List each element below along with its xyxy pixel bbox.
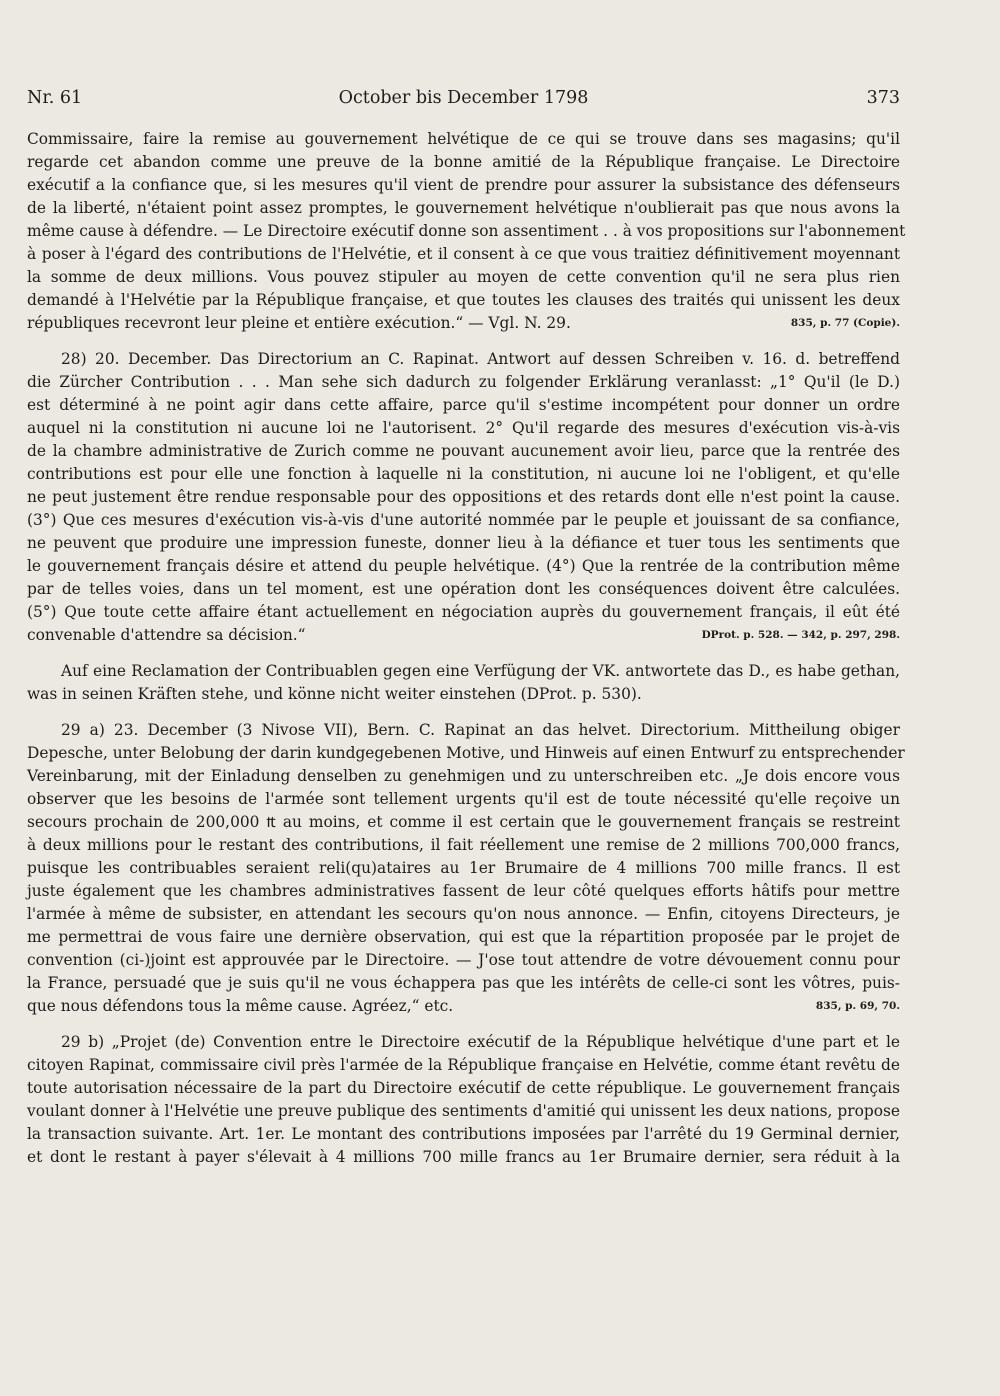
text-line: de la chambre administrative de Zurich comme ne pouvant aucunement avoir lieu, parce que la rentrée des (27, 442, 900, 460)
text-line: par de telles voies, dans un tel moment, est une opération dont les conséquences doivent être calculées. (27, 580, 900, 598)
text-line-content: républiques recevront leur pleine et entière exécution.“ — Vgl. N. 29. (27, 314, 571, 332)
text-line: exécutif a la confiance que, si les mesures qu'il vient de prendre pour assurer la subsistance des défenseurs (27, 176, 900, 194)
text-line: die Zürcher Contribution . . . Man sehe sich dadurch zu folgender Erklärung veranlasst: „1° Qu'il (le D.) (27, 373, 900, 391)
text-line: 29 a) 23. December (3 Nivose VII), Bern. C. Rapinat an das helvet. Directorium. Mittheilung obiger (61, 721, 900, 739)
text-line: (3°) Que ces mesures d'exécution vis-à-vis d'une autorité nommée par le peuple et jouissant de sa confiance, (27, 511, 900, 529)
text-line (27, 995, 900, 1018)
text-line: regarde cet abandon comme une preuve de la bonne amitié de la République française. Le Directoire (27, 153, 900, 171)
text-line: même cause à défendre. — Le Directoire exécutif donne son assentiment . . à vos propositions sur l'abonnement (27, 222, 906, 240)
document-number: Nr. 61 (27, 88, 83, 108)
text-line: Depesche, unter Belobung der darin kundgegebenen Motive, und Hinweis auf einen Entwurf zu entsprechender (27, 744, 905, 762)
source-reference: DProt. p. 528. — 342, p. 297, 298. (701, 629, 900, 641)
running-header (27, 88, 900, 112)
text-line-content: convenable d'attendre sa décision.“ (27, 626, 306, 644)
page-heading: October bis December 1798 (338, 88, 589, 108)
text-line-content: que nous défendons tous la même cause. Agréez,“ etc. (27, 997, 454, 1015)
text-line: de la liberté, n'étaient point assez promptes, le gouvernement helvétique n'oublierait pas que nous avons la (27, 199, 900, 217)
text-line: juste également que les chambres administratives fassent de leur côté quelques efforts hâtifs pour mettre (27, 882, 900, 900)
text-line: me permettrai de vous faire une dernière observation, qui est que la répartition proposée par le projet de (27, 928, 900, 946)
text-line (27, 624, 900, 647)
text-line: la France, persuadé que je suis qu'il ne vous échappera pas que les intérêts de celle-ci sont les vôtres, puis- (27, 974, 900, 992)
text-line: et dont le restant à payer s'élevait à 4 millions 700 mille francs au 1er Brumaire dernier, sera réduit à la (27, 1148, 900, 1166)
text-line: voulant donner à l'Helvétie une preuve publique des sentiments d'amitié qui unissent les deux nations, propose (27, 1102, 900, 1120)
text-line (27, 312, 900, 335)
text-line: ne peuvent que produire une impression funeste, donner lieu à la défiance et tuer tous les sentiments que (27, 534, 900, 552)
text-line: secours prochain de 200,000 ₶ au moins, et comme il est certain que le gouvernement français se restreint (27, 813, 900, 831)
text-line: auquel ni la constitution ni aucune loi ne l'autorisent. 2° Qu'il regarde des mesures d'exécution vis-à-vis (27, 419, 900, 437)
page-number: 373 (866, 88, 900, 108)
text-line: est déterminé à ne point agir dans cette affaire, parce qu'il s'estime incompétent pour donner un ordre (27, 396, 900, 414)
text-line: 29 b) „Projet (de) Convention entre le Directoire exécutif de la République helvétique d'une part et le (61, 1033, 900, 1051)
text-line: contributions est pour elle une fonction à laquelle ni la constitution, ni aucune loi ne l'obligent, et qu'elle (27, 465, 900, 483)
source-reference: 835, p. 77 (Copie). (790, 317, 900, 329)
text-line: convention (ci-)joint est approuvée par le Directoire. — J'ose tout attendre de votre dévouement connu pour (27, 951, 900, 969)
text-line: la somme de deux millions. Vous pouvez stipuler au moyen de cette convention qu'il ne sera plus rien (27, 268, 900, 286)
text-line: ne peut justement être rendue responsable pour des oppositions et des retards dont elle n'est point la cause. (27, 488, 900, 506)
source-reference: 835, p. 69, 70. (815, 1000, 900, 1012)
text-line: 28) 20. December. Das Directorium an C. Rapinat. Antwort auf dessen Schreiben v. 16. d. betreffend (61, 350, 900, 368)
text-line: la transaction suivante. Art. 1er. Le montant des contributions imposées par l'arrêté du 19 Germinal dernier, (27, 1125, 900, 1143)
text-line: Commissaire, faire la remise au gouvernement helvétique de ce qui se trouve dans ses magasins; qu'il (27, 130, 900, 148)
text-line: à poser à l'égard des contributions de l'Helvétie, et il consent à ce que vous traitiez définitivement moyennant (27, 245, 900, 263)
text-line: l'armée à même de subsister, en attendant les secours qu'on nous annonce. — Enfin, citoyens Directeurs, je (27, 905, 900, 923)
text-line: was in seinen Kräften stehe, und könne nicht weiter einstehen (DProt. p. 530). (27, 685, 642, 703)
text-line: toute autorisation nécessaire de la part du Directoire exécutif de cette république. Le gouvernement français (27, 1079, 900, 1097)
text-line: observer que les besoins de l'armée sont tellement urgents qu'il est de toute nécessité qu'elle reçoive un (27, 790, 900, 808)
text-line: Auf eine Reclamation der Contribuablen gegen eine Verfügung der VK. antwortete das D., es habe gethan, (61, 662, 900, 680)
text-line: (5°) Que toute cette affaire étant actuellement en négociation auprès du gouvernement français, il eût été (27, 603, 900, 621)
text-line: Vereinbarung, mit der Einladung denselben zu genehmigen und zu unterschreiben etc. „Je dois encore vous (27, 767, 900, 785)
text-line: à deux millions pour le restant des contributions, il fait réellement une remise de 2 millions 700,000 francs, (27, 836, 900, 854)
text-line: citoyen Rapinat, commissaire civil près l'armée de la République française en Helvétie, comme étant revêtu de (27, 1056, 900, 1074)
text-line: le gouvernement français désire et attend du peuple helvétique. (4°) Que la rentrée de la contribution même (27, 557, 900, 575)
text-line: puisque les contribuables seraient reli(qu)ataires au 1er Brumaire de 4 millions 700 mille francs. Il est (27, 859, 900, 877)
text-line: demandé à l'Helvétie par la République française, et que toutes les clauses des traités qui unissent les deux (27, 291, 900, 309)
